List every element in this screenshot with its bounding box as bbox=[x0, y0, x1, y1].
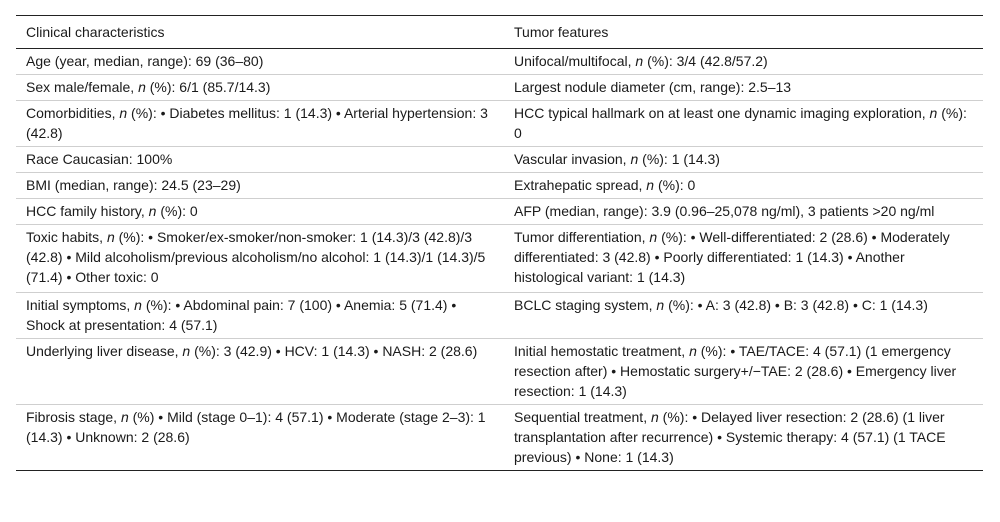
tumor-cell: AFP (median, range): 3.9 (0.96–25,078 ng/ml), 3 patients >20 ng/ml bbox=[504, 199, 983, 225]
characteristics-table bbox=[16, 15, 983, 471]
table-row bbox=[16, 101, 983, 147]
tumor-cell: Initial hemostatic treatment, n (%): • TAE/TACE: 4 (57.1) (1 emergency resection after) • Hemostatic surgery+/−TAE: 2 (28.6) • Emergency liver resection: 1 (14.3) bbox=[504, 339, 983, 405]
tumor-cell: Unifocal/multifocal, n (%): 3/4 (42.8/57.2) bbox=[504, 49, 983, 75]
tumor-cell: BCLC staging system, n (%): • A: 3 (42.8) • B: 3 (42.8) • C: 1 (14.3) bbox=[504, 293, 983, 339]
tumor-cell: Extrahepatic spread, n (%): 0 bbox=[504, 173, 983, 199]
clinical-cell: Sex male/female, n (%): 6/1 (85.7/14.3) bbox=[16, 75, 504, 101]
header-row bbox=[16, 16, 983, 49]
tumor-cell: Vascular invasion, n (%): 1 (14.3) bbox=[504, 147, 983, 173]
clinical-cell: Underlying liver disease, n (%): 3 (42.9) • HCV: 1 (14.3) • NASH: 2 (28.6) bbox=[16, 339, 504, 405]
clinical-cell: Race Caucasian: 100% bbox=[16, 147, 504, 173]
table-row bbox=[16, 49, 983, 75]
table-row bbox=[16, 199, 983, 225]
clinical-cell: HCC family history, n (%): 0 bbox=[16, 199, 504, 225]
tumor-cell: Tumor differentiation, n (%): • Well-differentiated: 2 (28.6) • Moderately differentiated: 3 (42.8) • Poorly differentiated: 1 (14.3) • Another histological variant: 1 (14.3) bbox=[504, 225, 983, 293]
clinical-cell: Comorbidities, n (%): • Diabetes mellitus: 1 (14.3) • Arterial hypertension: 3 (42.8) bbox=[16, 101, 504, 147]
clinical-cell: Fibrosis stage, n (%) • Mild (stage 0–1): 4 (57.1) • Moderate (stage 2–3): 1 (14.3) • Unknown: 2 (28.6) bbox=[16, 405, 504, 471]
table-body bbox=[16, 49, 983, 471]
tumor-cell: Sequential treatment, n (%): • Delayed liver resection: 2 (28.6) (1 liver transplantation after recurrence) • Systemic therapy: 4 (57.1) (1 TACE previous) • None: 1 (14.3) bbox=[504, 405, 983, 471]
table-row bbox=[16, 405, 983, 471]
table-row bbox=[16, 293, 983, 339]
tumor-cell: Largest nodule diameter (cm, range): 2.5–13 bbox=[504, 75, 983, 101]
header-clinical: Clinical characteristics bbox=[16, 16, 504, 49]
table-row bbox=[16, 147, 983, 173]
header-tumor: Tumor features bbox=[504, 16, 983, 49]
table-row bbox=[16, 75, 983, 101]
clinical-cell: Initial symptoms, n (%): • Abdominal pain: 7 (100) • Anemia: 5 (71.4) • Shock at presentation: 4 (57.1) bbox=[16, 293, 504, 339]
clinical-cell: BMI (median, range): 24.5 (23–29) bbox=[16, 173, 504, 199]
clinical-cell: Toxic habits, n (%): • Smoker/ex-smoker/non-smoker: 1 (14.3)/3 (42.8)/3 (42.8) • Mild alcoholism/previous alcoholism/no alcohol: 1 (14.3)/1 (14.3)/5 (71.4) • Other toxic: 0 bbox=[16, 225, 504, 293]
table-row bbox=[16, 225, 983, 293]
tumor-cell: HCC typical hallmark on at least one dynamic imaging exploration, n (%): 0 bbox=[504, 101, 983, 147]
table-row bbox=[16, 339, 983, 405]
table-row bbox=[16, 173, 983, 199]
clinical-cell: Age (year, median, range): 69 (36–80) bbox=[16, 49, 504, 75]
